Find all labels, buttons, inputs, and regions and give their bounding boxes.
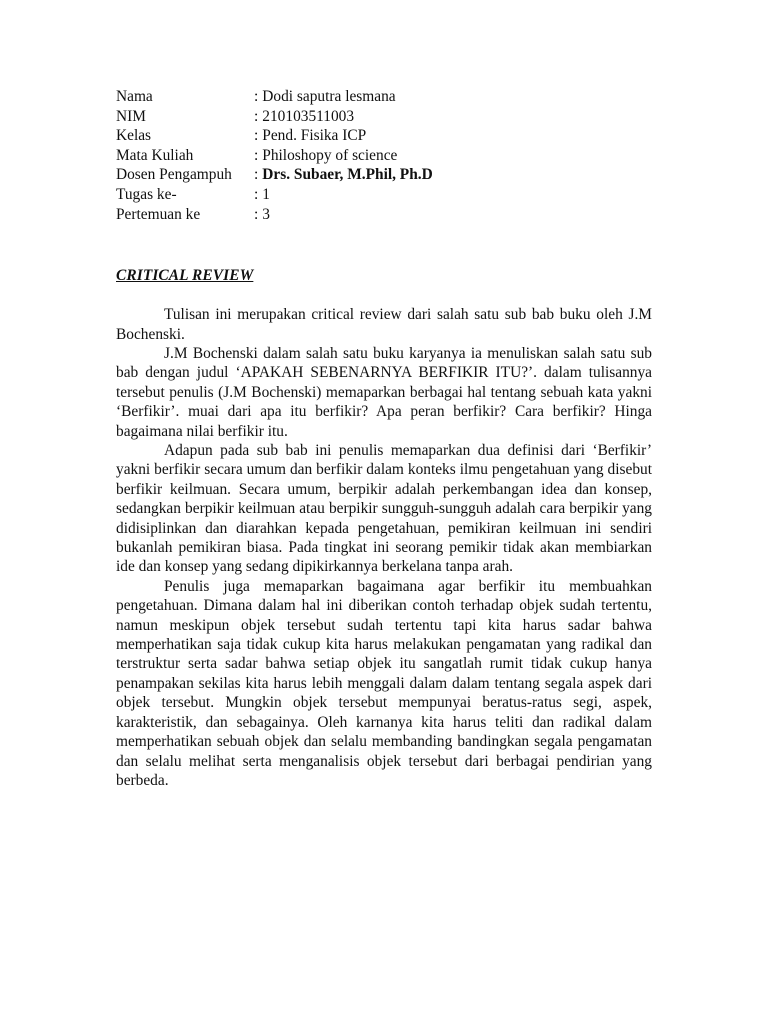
paragraph-intro: Tulisan ini merupakan critical review dari salah satu sub bab buku oleh J.M Bochenski. <box>116 306 652 343</box>
student-info-table <box>116 87 433 224</box>
info-row-nama <box>116 87 433 107</box>
info-label: NIM <box>116 107 146 125</box>
info-value-mata-kuliah: Philoshopy of science <box>262 146 398 164</box>
paragraph-knowledge: Penulis juga memaparkan bagaimana agar berfikir itu membuahkan pengetahuan. Dimana dalam hal ini diberikan contoh terhadap objek sudah tertentu, namun meskipun objek tersebut sudah tertentu tapi kita harus sadar bahwa memperhatikan saja tidak cukup kita harus melakukan pengamatan yang radikal dan terstruktur serta sadar bahwa setiap objek itu sangatlah rumit tidak cukup hanya penampakan sekilas kita harus lebih menggali dalam dalam tentang segala aspek dari objek tersebut. Mungkin objek tersebut mempunyai beratus-ratus segi, aspek, karakteristik, dan sebagainya. Oleh karnanya kita harus teliti dan radikal dalam memperhatikan sebuah objek dan selalu membanding bandingkan segala pengamatan dan selalu melihat serta menganalisis objek tersebut dari berbagai pendirian yang berbeda. <box>116 577 652 789</box>
info-separator: : <box>254 146 259 164</box>
info-row-dosen-pengampuh <box>116 165 433 185</box>
info-separator: : <box>254 185 259 203</box>
paragraph-definitions: Adapun pada sub bab ini penulis memaparkan dua definisi dari ‘Berfikir’ yakni berfikir secara umum dan berfikir dalam konteks ilmu pengetahuan yang disebut berfikir keilmuan. Secara umum, berpikir adalah perkembangan idea dan konsep, sedangkan berpikir keilmuan atau berpikir sungguh-sungguh adalah cara berpikir yang didisiplinkan dan diarahkan kepada pengetahuan, pemikiran keilmuan ini sendiri bukanlah pemikiran biasa. Pada tingkat ini seorang pemikir tidak akan membiarkan ide dan konsep yang sedang dipikirkannya berkelana tanpa arah. <box>116 442 652 576</box>
info-value-pertemuan-ke: 3 <box>262 205 270 223</box>
info-value-kelas: Pend. Fisika ICP <box>262 127 367 145</box>
info-row-pertemuan-ke <box>116 205 433 225</box>
info-row-tugas-ke <box>116 185 433 205</box>
review-body <box>116 305 652 790</box>
info-separator: : <box>254 205 259 223</box>
paragraph-bochenski: J.M Bochenski dalam salah satu buku karyanya ia menuliskan salah satu sub bab dengan judul ‘APAKAH SEBENARNYA BERFIKIR ITU?’. dalam tulisannya tersebut penulis (J.M Bochenski) memaparkan berbagai hal tentang sebuah kata yakni ‘Berfikir’. muai dari apa itu berfikir? Apa peran berfikir? Cara berfikir? Hinga bagaimana nilai berfikir itu. <box>116 344 652 440</box>
info-label: Kelas <box>116 127 152 145</box>
info-separator: : <box>254 107 259 125</box>
info-value-dosen-pengampuh: Drs. Subaer, M.Phil, Ph.D <box>262 166 433 184</box>
info-row-kelas <box>116 126 433 146</box>
info-label: Pertemuan ke <box>116 205 201 223</box>
info-label: Tugas ke- <box>116 185 177 203</box>
info-label: Nama <box>116 88 153 105</box>
info-separator: : <box>254 127 259 145</box>
document-page <box>116 87 652 790</box>
info-label: Dosen Pengampuh <box>116 166 232 184</box>
info-label: Mata Kuliah <box>116 146 194 164</box>
info-row-nim <box>116 107 433 127</box>
section-title: CRITICAL REVIEW <box>116 267 254 285</box>
info-row-mata-kuliah <box>116 146 433 166</box>
info-separator: : <box>254 88 259 105</box>
info-value-tugas-ke: 1 <box>262 185 270 203</box>
info-value-nama: Dodi saputra lesmana <box>262 88 396 105</box>
info-value-nim: 210103511003 <box>262 107 355 125</box>
info-separator: : <box>254 166 259 184</box>
